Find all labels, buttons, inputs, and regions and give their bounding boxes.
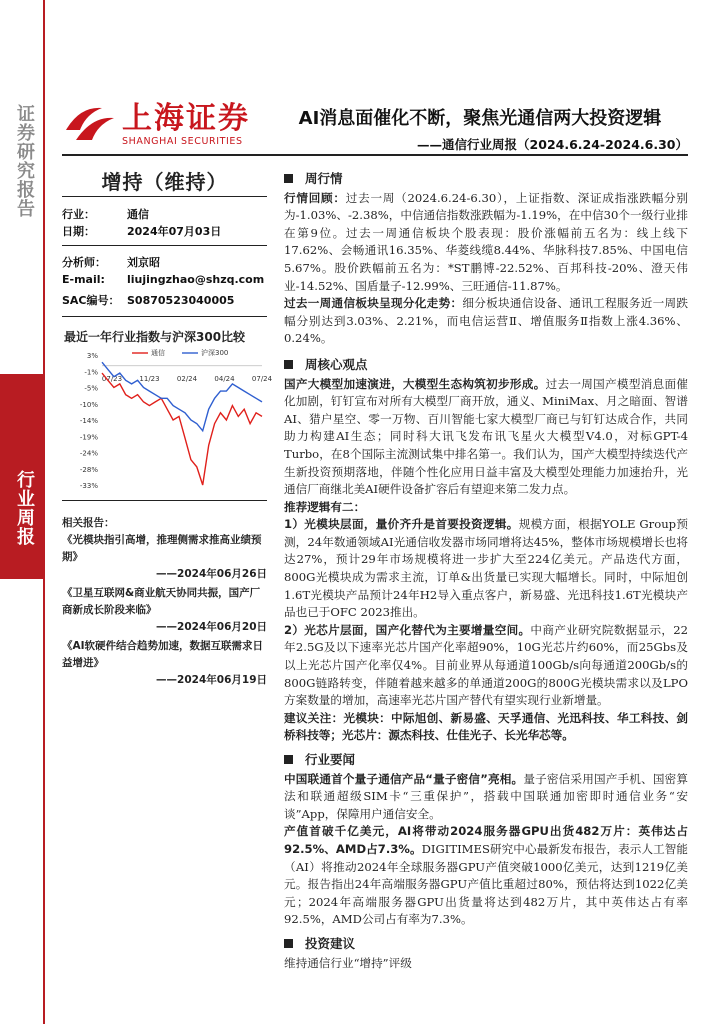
x-tick-label: 02/24 <box>176 375 198 383</box>
email-link[interactable]: liujingzhao@shzq.com <box>127 273 265 286</box>
logo-cn: 上海证券 <box>122 100 250 136</box>
related-date: ——2024年06月19日 <box>156 674 267 686</box>
section-core: 周核心观点 <box>284 356 688 374</box>
core-focus: 建议关注：光模块：中际旭创、新易盛、天孚通信、光迅科技、华工科技、剑桥科技等；光芯片：源杰科技、仕佳光子、长光华芯等。 <box>284 710 688 743</box>
related-date: ——2024年06月26日 <box>156 568 267 580</box>
rating: 增持（维持） <box>101 170 228 194</box>
sidebar-red-block <box>0 374 44 579</box>
related-item[interactable]: 《光模块指引高增，推理侧需求推高业绩预期》 <box>62 534 262 563</box>
section-advice: 投资建议 <box>284 935 688 953</box>
legend-label: 沪深300 <box>201 349 229 357</box>
bullet-square-icon <box>284 174 293 183</box>
header-rule <box>62 154 688 156</box>
related-item[interactable]: 《AI软硬件结合趋势加速，数据互联需求日益增进》 <box>62 640 264 669</box>
related-date: ——2024年06月20日 <box>156 621 267 633</box>
chart-title: 最近一年行业指数与沪深300比较 <box>64 330 246 344</box>
section-news: 行业要闻 <box>284 751 688 769</box>
x-tick-label: 07/23 <box>101 375 123 383</box>
x-tick-label: 04/24 <box>214 375 235 383</box>
report-subtitle: ——通信行业周报（2024.6.24-2024.6.30） <box>417 137 688 152</box>
rating-rule <box>62 196 267 197</box>
logo-mark-icon <box>62 100 116 148</box>
y-tick-label: 3% <box>86 352 98 360</box>
sidebar-top <box>0 0 44 374</box>
core-p2: 1）光模块层面，量价齐升是首要投资逻辑。规模方面，根据YOLE Group预测，24年数通领域AI光通信收发器市场同增将达45%，整体市场规模增长也将达27%，预计29年市场规模将进一步扩大至224亿美元。产品迭代方面，800G光模块成为需求主流，订单&出货量已实现大幅增长。同时，中际旭创1.6T光模块产品预计24年H2导入重点客户，新易盛、光迅科技1.6T光模块产品也已于OFC 2023推出。 <box>284 517 688 620</box>
section-weekly: 周行情 <box>284 170 688 188</box>
x-tick-label: 11/23 <box>139 375 160 383</box>
news-1: 中国联通首个量子通信产品“量子密信”亮相。量子密信采用国产手机、国密算法和联通超级SIM卡“三重保护”，搭载中国联通加密即时通信业务“安谈”App，保障用户通信安全。 <box>284 771 688 821</box>
report-body <box>284 166 688 972</box>
bullet-square-icon <box>284 755 293 764</box>
sac-row: SAC编号： S0870523040005 <box>62 294 235 307</box>
chart-top-rule <box>62 316 267 317</box>
bullet-square-icon <box>284 360 293 369</box>
y-tick-label: -33% <box>79 482 98 490</box>
y-tick-label: -5% <box>84 384 98 393</box>
related-reports <box>62 515 267 691</box>
y-tick-label: -24% <box>79 449 98 458</box>
weekly-review: 行情回顾：过去一周（2024.6.24-6.30），上证指数、深证成指涨跌幅分别为-1.03%、-2.38%，中信通信指数涨跌幅为-1.19%，在中信30个一级行业排在第9位。过去一周通信板块个股表现：股价涨幅前五名为：线上线下17.62%、会畅通讯16.35%、华菱线缆8.44%、华脉科技7.85%、中国电信5.67%。股价跌幅前五名为：*ST鹏博-22.52%、百邦科技-20%、澄天伟业-14.52%、国盾量子-12.99%、三旺通信-11.87%。 <box>284 190 688 293</box>
legend-label: 通信 <box>151 349 165 357</box>
weekly-sector: 过去一周通信板块呈现分化走势：细分板块通信设备、通讯工程服务近一周跌幅分别达到3.03%、2.21%，而电信运营Ⅱ、增值服务Ⅱ指数上涨4.36%、0.24%。 <box>284 296 688 346</box>
section-label: 行业周报 <box>14 470 35 546</box>
logo-en: SHANGHAI SECURITIES <box>122 135 243 147</box>
date-row: 日期： 2024年07月03日 <box>62 225 222 238</box>
series-line-0 <box>102 373 262 485</box>
y-tick-label: -14% <box>79 417 98 425</box>
y-tick-label: -1% <box>84 368 98 377</box>
news-2: 产值首破千亿美元，AI将带动2024服务器GPU出货482万片：英伟达占92.5%、AMD占7.3%。DIGITIMES研究中心最新发布报告，表示人工智能（AI）将推动2024年全球服务器GPU产值突破1000亿美元，达到1219亿美元。报告指出24年高端服务器GPU产值比重超过80%，预估将达到1022亿美元；2024年高端服务器GPU出货量将达到482万片，其中英伟达占有率92.5%，AMD公司占有率为7.3%。 <box>284 824 688 927</box>
company-logo <box>62 100 250 148</box>
core-p1: 国产大模型加速演进，大模型生态构筑初步形成。过去一周国产模型消息面催化加剧，钉钉宣布对所有大模型厂商开放，通义、MiniMax、月之暗面、智谱AI、猎户星空、零一万物、百川智能七家大模型厂商已与钉钉达成合作，共同助力构建AI生态；同时科大讯飞发布讯飞星火大模型V4.0，对标GPT-4 Turbo，在8个国际主流测试集中排名第一。我们认为，国产大模型持续迭代产生新投资预期落地，伴随个性化应用日益丰富及大模型处理能力加速抬升，光通信厂商继北美AI硬件设备扩容后有望迎来第二发力点。 <box>284 376 688 497</box>
core-p3: 2）光芯片层面，国产化替代为主要增量空间。中商产业研究院数据显示，22年2.5G及以下速率光芯片国产化率超90%，10G光芯片约60%，而25Gbs及以上光芯片国产化率仅4%。目前业界从每通道100Gb/s向每通道200Gb/s的800G链路转变，伴随着越来越多的单通道200G的800G光模块需求以及LPO方案数量的增加，高速率光芯片国产替代有望实现行业新增量。 <box>284 622 688 708</box>
email-row: E-mail: liujingzhao@shzq.com <box>62 273 265 286</box>
x-tick-label: 07/24 <box>251 375 273 383</box>
chart-bottom-rule <box>62 500 267 501</box>
info-rule <box>62 245 267 246</box>
related-label: 相关报告： <box>62 517 115 529</box>
industry-row: 行业： 通信 <box>62 208 149 221</box>
y-tick-label: -10% <box>79 400 98 409</box>
index-chart <box>62 326 273 496</box>
y-tick-label: -28% <box>79 465 98 474</box>
analyst-row: 分析师： 刘京昭 <box>62 256 160 269</box>
related-item[interactable]: 《卫星互联网&商业航天协同共振，国产厂商新成长阶段来临》 <box>62 587 261 616</box>
core-logic: 推荐逻辑有二： <box>284 499 366 514</box>
series-line-1 <box>102 362 262 431</box>
chart-svg <box>62 345 273 491</box>
advice-text: 维持通信行业“增持”评级 <box>284 955 412 970</box>
y-tick-label: -19% <box>79 433 98 442</box>
report-type-label: 证券研究报告 <box>14 104 35 218</box>
report-title: AI消息面催化不断，聚焦光通信两大投资逻辑 <box>298 108 662 129</box>
bullet-square-icon <box>284 939 293 948</box>
